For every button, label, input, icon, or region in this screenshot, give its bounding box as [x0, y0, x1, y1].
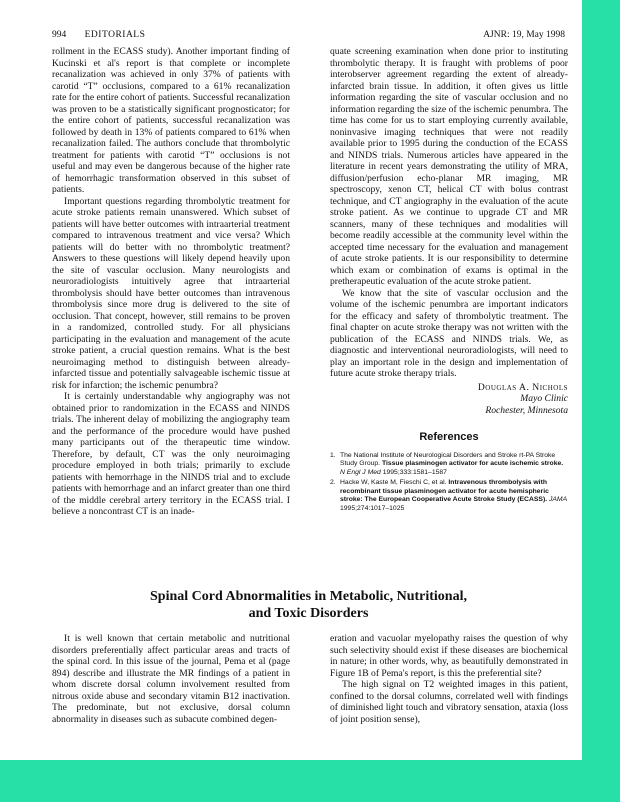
references-heading: References: [419, 431, 479, 443]
author-signature: [330, 382, 568, 417]
author-institution: Mayo Clinic: [520, 393, 568, 404]
paragraph: We know that the site of vascular occlusion and the volume of the ischemic penumbra are important indicators for the efficacy and safety of thrombolytic treatment. The final chapter on acute stroke therapy was not written with the publication of the ECASS and NINDS trials. We, as diagnostic and interventional neuroradiologists, will need to play an important role in the design and implementation of future acute stroke therapy trials.: [330, 287, 568, 379]
references-list: [330, 452, 568, 514]
paragraph: Important questions regarding thrombolytic treatment for acute stroke patients remain unanswered. Which subset of patients will have better outcomes with intraarterial treatment compared to intravenous treatment and vice versa? Which patients will do better with no thrombolytic treatment? Answers to these questions will likely depend heavily upon the site of vascular occlusion. Many neurologists and neuroradiologists intuitively agree that intraarterial thrombolysis should have better outcomes than intravenous thrombolysis since more drug is delivered to the site of occlusion. That concept, however, still remains to be proven in a randomized, controlled study. For all physicians participating in the evaluation and management of the acute stroke patient, a crucial question remains. What is the best neuroimaging method to distinguish between already-infarcted tissue and potentially salvageable ischemic tissue at risk for infarction; the ischemic penumbra?: [52, 195, 290, 391]
journal-citation: AJNR: 19, May 1998: [483, 30, 565, 40]
editorial-column-left: [52, 46, 290, 518]
page-number: 994: [52, 30, 67, 40]
paragraph: It is well known that certain metabolic and nutritional disorders preferentially affect particular areas and tracts of the spinal cord. In this issue of the journal, Pema et al (page 894) describe and illustrate the MR findings of a patient in whom discrete dorsal column involvement resulted from nitrous oxide abuse and secondary vitamin B12 inactivation. The predominate, but not exclusive, dorsal column abnormality in diseases such as subacute combined degen-: [52, 633, 290, 725]
section-label: EDITORIALS: [84, 30, 146, 40]
reference-item: 2. Hacke W, Kaste M, Fieschi C, et al. Intravenous thrombolysis with recombinant tissue plasminogen activator for acute hemispheric stroke: The European Cooperative Acute Stroke Study (ECASS). JAMA 1995;274:1017–1025: [330, 479, 568, 513]
author-name: Douglas A. Nichols: [477, 381, 568, 393]
paragraph: It is certainly understandable why angiography was not obtained prior to randomization in the ECASS and NINDS trials. The inherent delay of mobilizing the angiography team and the performance of the procedure would have pushed many participants out of the therapeutic time window. Therefore, by default, CT was the only neuroimaging procedure employed in both trials; primarily to exclude patients with hemorrhage in the NINDS trial and to exclude patients with hemorrhage and an infarct greater than one third of the middle cerebral artery territory in the ECASS trial. I believe a noncontrast CT is an inade-: [52, 391, 290, 517]
reference-item: 1. The National Institute of Neurological Disorders and Stroke rt-PA Stroke Study Group. Tissue plasminogen activator for acute ischemic stroke. N Engl J Med 1995;333:1581–1587: [330, 451, 564, 476]
paragraph: quate screening examination when done prior to instituting thrombolytic therapy. It is fraught with problems of poor interobserver agreement regarding the extent of already-infarcted brain tissue. In addition, it often gives us little information regarding the site of vascular occlusion and no information regarding the size of the ischemic penumbra. The time has come for us to start employing currently available, noninvasive imaging techniques that were not readily available prior to 1995 during the conduction of the ECASS and NINDS trials. Numerous articles have appeared in the literature in recent years demonstrating the utility of MRA, diffusion/perfusion echo-planar MR imaging, MR spectroscopy, xenon CT, helical CT with bolus contrast technique, and CT angiography in the evaluation of the acute stroke patient. As we continue to upgrade CT and MR scanners, many of these techniques and modalities will become readily accessible at the community level within the accepted time necessary for the evaluation and management of acute stroke patients. It is our responsibility to determine which exam or combination of exams is optimal in the pretherapeutic evaluation of the acute stroke patient.: [330, 46, 568, 287]
article-column-left: [52, 633, 290, 725]
author-location: Rochester, Minnesota: [485, 404, 568, 416]
article-column-right: [330, 633, 568, 725]
article-title: Spinal Cord Abnormalities in Metabolic, Nutritional, and Toxic Disorders: [150, 589, 467, 621]
editorial-column-right: [330, 46, 568, 516]
paragraph: rollment in the ECASS study). Another important finding of Kucinski et al's report is that complete or incomplete recanalization was achieved in only 37% of patients with carotid “T” occlusions, compared to a 61% recanalization rate for the entire cohort of patients. Successful recanalization was proven to be a statistically significant prognosticator; for the entire cohort of patients, successful recanalization was followed by death in 13% of patients compared to 61% when recanalization failed. The authors conclude that thrombolytic treatment for patients with carotid “T” occlusions is not useful and may even be dangerous because of the higher rate of hemorrhagic transformation observed in this subset of patients.: [52, 46, 290, 195]
paragraph: The high signal on T2 weighted images in this patient, confined to the dorsal columns, correlated well with findings of diminished light touch and vibratory sensation, ataxia (loss of joint position sense),: [330, 679, 568, 725]
running-head: [52, 30, 565, 40]
paragraph: eration and vacuolar myelopathy raises the question of why such selectivity should exist if these diseases are biochemical in nature; in other words, why, as beautifully demonstrated in Figure 1B of Pema's report, is this the preferential site?: [330, 633, 568, 679]
